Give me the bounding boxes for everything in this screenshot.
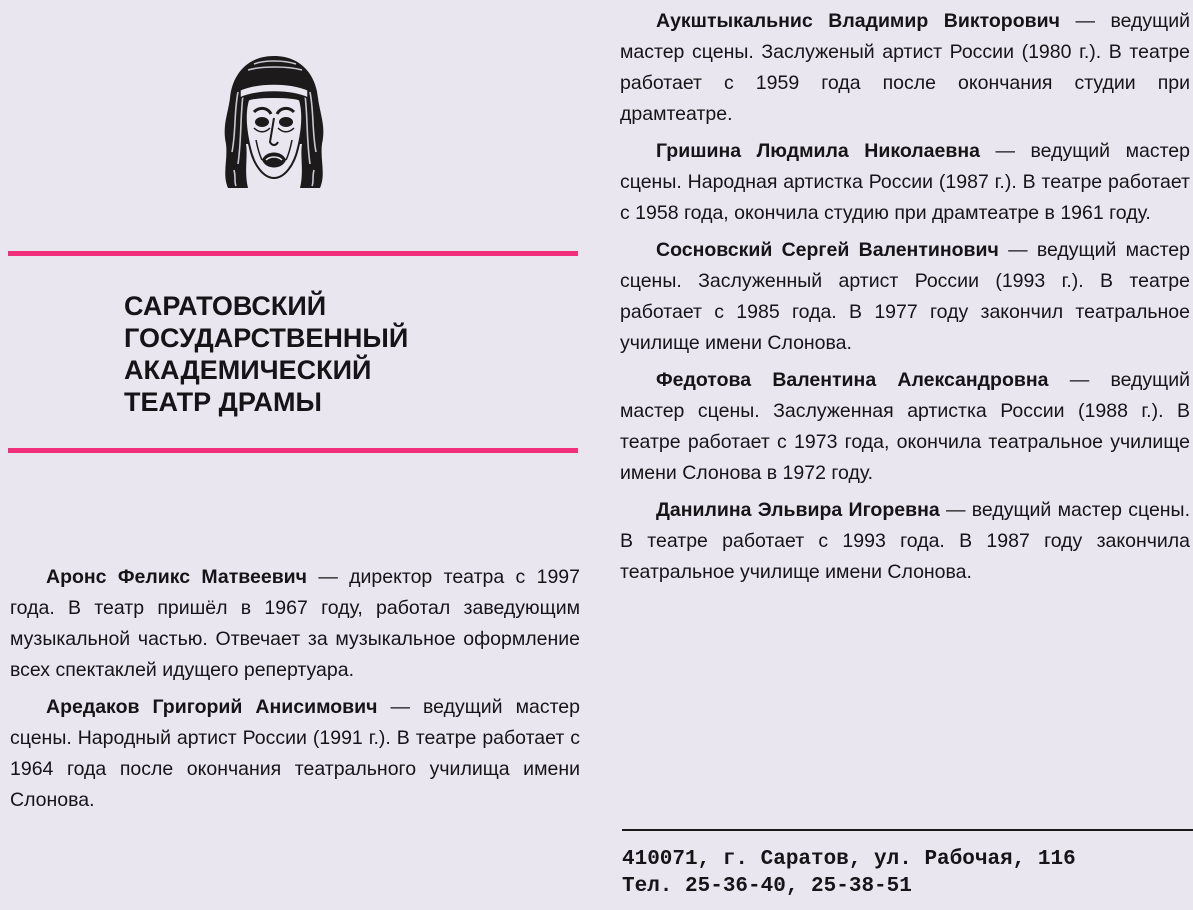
biography-text: — директор театра с 1997 года. В театр пришёл в 1967 году, работал заведующим музыкальной частью. Отвечает за музыкальное оформление всех спектаклей идущего репертуара. [10,566,580,681]
biography-paragraph [620,6,1190,130]
heading-bottom-rule [8,448,578,453]
phone-numbers: Тел. 25-36-40, 25-38-51 [622,875,912,898]
biography-text: — ведущий мастер сцены. Заслуженный артист России (1993 г.). В театре работает с 1985 года. В 1977 году закончил театральное училище имени Слонова. [620,239,1190,354]
biography-paragraph [10,562,580,686]
person-name: Сосновский Сергей Валентинович [656,239,999,261]
person-name: Гришина Людмила Николаевна [656,140,980,162]
person-name: Аукштыкальнис Владимир Викторович [656,10,1060,32]
biography-text: — ведущий мастер сцены. Народная артистка России (1987 г.). В театре работает с 1958 года, окончила студию при драмтеатре в 1961 году. [620,140,1190,224]
person-name: Данилина Эльвира Игоревна [656,499,940,521]
biography-paragraph [620,365,1190,489]
contact-block [622,846,1193,900]
heading-line: САРАТОВСКИЙ [124,291,327,321]
person-name: Федотова Валентина Александровна [656,369,1049,391]
heading-top-rule [8,251,578,256]
biography-text: — ведущий мастер сцены. В театре работает с 1993 года. В 1987 году закончила театральное училище имени Слонова. [620,499,1190,583]
right-text-column [620,6,1190,594]
left-text-column [10,562,580,822]
theatre-name-heading [124,290,564,418]
theatre-tragedy-mask-icon [218,52,330,192]
biography-text: — ведущий мастер сцены. Заслуженый артист России (1980 г.). В театре работает с 1959 года после окончания студии при драмтеатре. [620,10,1190,125]
heading-line: ГОСУДАРСТВЕННЫЙ [124,323,409,353]
biography-paragraph [620,495,1190,588]
person-name: Аредаков Григорий Анисимович [46,696,378,718]
postal-address: 410071, г. Саратов, ул. Рабочая, 116 [622,848,1076,871]
heading-line: АКАДЕМИЧЕСКИЙ [124,355,372,385]
footer-rule [622,829,1193,831]
biography-paragraph [620,235,1190,359]
person-name: Аронс Феликс Матвеевич [46,566,307,588]
biography-text: — ведущий мастер сцены. Народный артист России (1991 г.). В театре работает с 1964 года после окончания театрального училища имени Слонова. [10,696,580,811]
heading-line: ТЕАТР ДРАМЫ [124,387,322,417]
biography-paragraph [10,692,580,816]
biography-text: — ведущий мастер сцены. Заслуженная артистка России (1988 г.). В театре работает с 1973 года, окончила театральное училище имени Слонова в 1972 году. [620,369,1190,484]
biography-paragraph [620,136,1190,229]
